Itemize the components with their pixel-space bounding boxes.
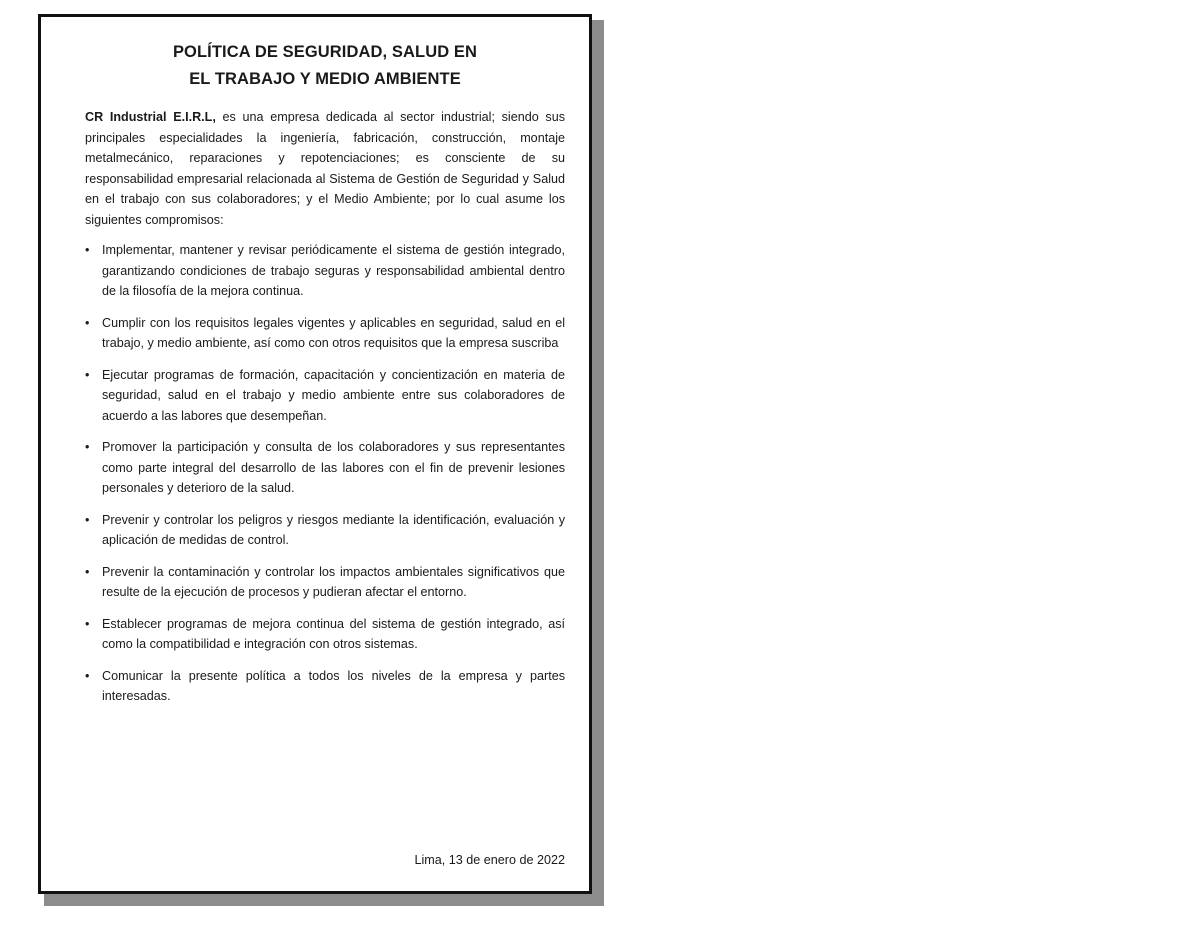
commitment-text: Ejecutar programas de formación, capacitación y concientización en materia de seguridad, salud en el trabajo y medio ambiente entre sus colaboradores de acuerdo a las labores que desempeñan. [102,367,565,423]
company-name: CR Industrial E.I.R.L, [85,110,216,124]
commitment-text: Establecer programas de mejora continua del sistema de gestión integrado, así como la compatibilidad e integración con otros sistemas. [102,616,565,651]
policy-document [38,14,592,894]
commitment-item [85,313,565,354]
commitment-item [85,562,565,603]
title-line-2: EL TRABAJO Y MEDIO AMBIENTE [189,70,461,88]
intro-text: es una empresa dedicada al sector industrial; siendo sus principales especialidades la ingeniería, fabricación, construcción, montaje metalmecánico, reparaciones y repotenciaciones; es consciente de su responsabilidad empresarial relacionada al Sistema de Gestión de Seguridad y Salud en el trabajo con sus colaboradores; y el Medio Ambiente; por lo cual asume los siguientes compromisos: [85,110,565,227]
commitment-text: Implementar, mantener y revisar periódicamente el sistema de gestión integrado, garantizando condiciones de trabajo seguras y responsabilidad ambiental dentro de la filosofía de la mejora continua. [102,243,565,298]
title-line-1: POLÍTICA DE SEGURIDAD, SALUD EN [172,43,478,61]
bullet-icon: • [85,564,90,579]
commitment-text: Comunicar la presente política a todos los niveles de la empresa y partes interesadas. [102,668,565,703]
document-date: Lima, 13 de enero de 2022 [414,853,565,867]
bullet-icon: • [85,367,90,382]
bullet-icon: • [85,440,90,454]
commitment-item [85,666,565,707]
commitment-text: Promover la participación y consulta de los colaboradores y sus representantes como parte integral del desarrollo de las labores con el fin de prevenir lesiones personales y deterioro de la salud. [102,440,565,495]
commitment-item [85,614,565,655]
bullet-icon: • [85,512,90,527]
commitment-item [85,240,565,302]
commitment-text: Cumplir con los requisitos legales vigentes y aplicables en seguridad, salud en el trabajo, y medio ambiente, así como con otros requisitos que la empresa suscriba [102,315,565,350]
commitment-text: Prevenir y controlar los peligros y riesgos mediante la identificación, evaluación y aplicación de medidas de control. [102,512,565,547]
commitment-item [85,510,565,551]
commitments-list [85,240,565,707]
bullet-icon: • [85,315,90,330]
bullet-icon: • [85,243,90,257]
document-title [85,39,565,93]
commitment-item [85,437,565,499]
commitment-text: Prevenir la contaminación y controlar los impactos ambientales significativos que resulte de la ejecución de procesos y pudieran afectar el entorno. [102,564,565,599]
intro-paragraph [85,107,565,230]
commitment-item [85,365,565,427]
bullet-icon: • [85,668,90,683]
bullet-icon: • [85,616,90,631]
